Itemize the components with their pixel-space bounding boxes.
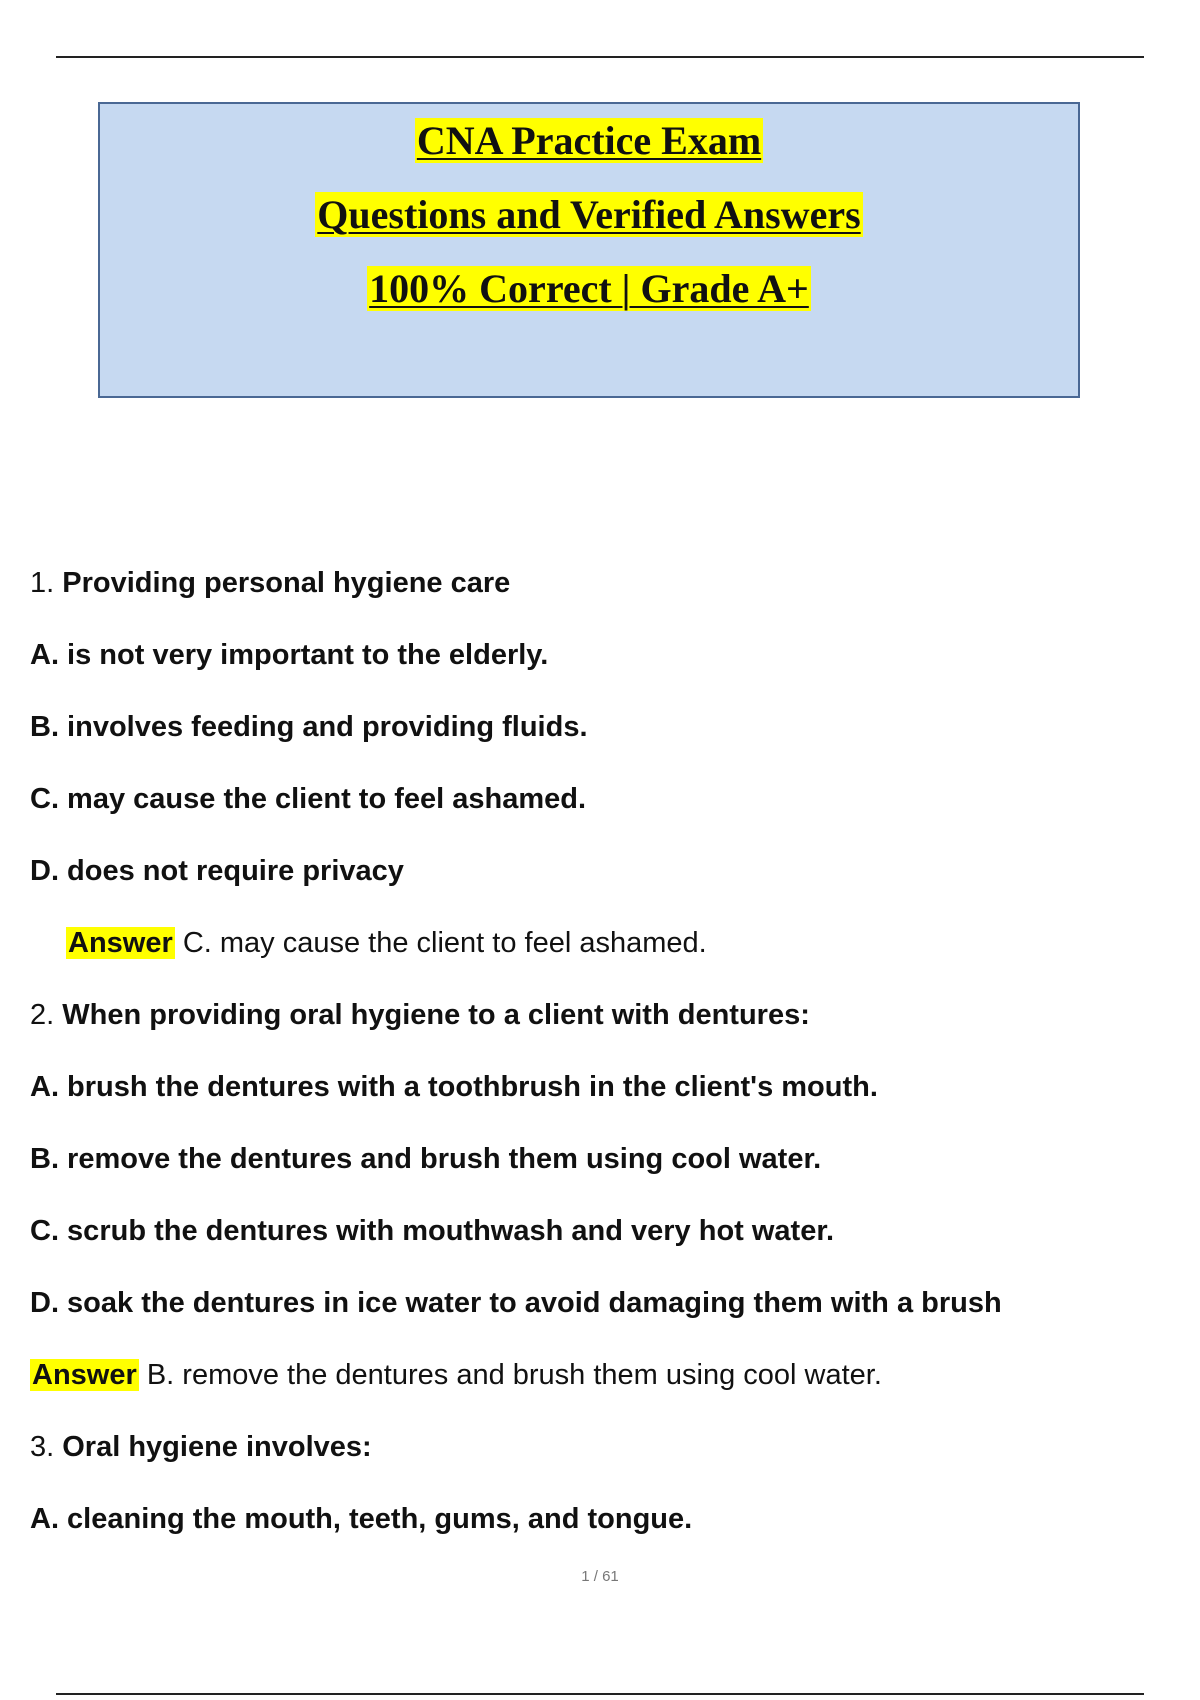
question-3 bbox=[30, 1429, 372, 1465]
question-number: 1. bbox=[30, 567, 55, 599]
option-b: B. involves feeding and providing fluids. bbox=[30, 711, 588, 743]
top-rule bbox=[56, 56, 1144, 58]
answer-label: Answer bbox=[68, 927, 173, 959]
option-d: D. soak the dentures in ice water to avoid damaging them with a brush bbox=[30, 1287, 1002, 1319]
option-c: C. may cause the client to feel ashamed. bbox=[30, 783, 587, 815]
document-title: CNA Practice Exam bbox=[416, 118, 762, 163]
question-text: Providing personal hygiene care bbox=[62, 567, 511, 599]
answer-text: B. remove the dentures and brush them using cool water. bbox=[146, 1359, 882, 1391]
option-a: A. cleaning the mouth, teeth, gums, and tongue. bbox=[30, 1503, 693, 1535]
answer-1 bbox=[66, 925, 707, 961]
option-a: A. brush the dentures with a toothbrush in the client's mouth. bbox=[30, 1071, 878, 1103]
question-number: 2. bbox=[30, 999, 55, 1031]
question-text: When providing oral hygiene to a client with dentures: bbox=[62, 999, 810, 1031]
answer-2 bbox=[30, 1357, 882, 1393]
document-subtitle: Questions and Verified Answers bbox=[317, 192, 861, 237]
bottom-rule bbox=[56, 1693, 1144, 1695]
page-indicator: 1 / 61 bbox=[581, 1568, 619, 1585]
question-2 bbox=[30, 997, 810, 1033]
document-grade-line: 100% Correct | Grade A+ bbox=[369, 266, 809, 311]
answer-label: Answer bbox=[32, 1359, 137, 1391]
option-b: B. remove the dentures and brush them using cool water. bbox=[30, 1143, 822, 1175]
question-number: 3. bbox=[30, 1431, 55, 1463]
option-d: D. does not require privacy bbox=[30, 855, 404, 887]
answer-text: C. may cause the client to feel ashamed. bbox=[182, 927, 707, 959]
question-text: Oral hygiene involves: bbox=[62, 1431, 372, 1463]
option-a: A. is not very important to the elderly. bbox=[30, 639, 549, 671]
option-c: C. scrub the dentures with mouthwash and very hot water. bbox=[30, 1215, 835, 1247]
question-1 bbox=[30, 565, 510, 601]
title-box bbox=[98, 102, 1080, 398]
